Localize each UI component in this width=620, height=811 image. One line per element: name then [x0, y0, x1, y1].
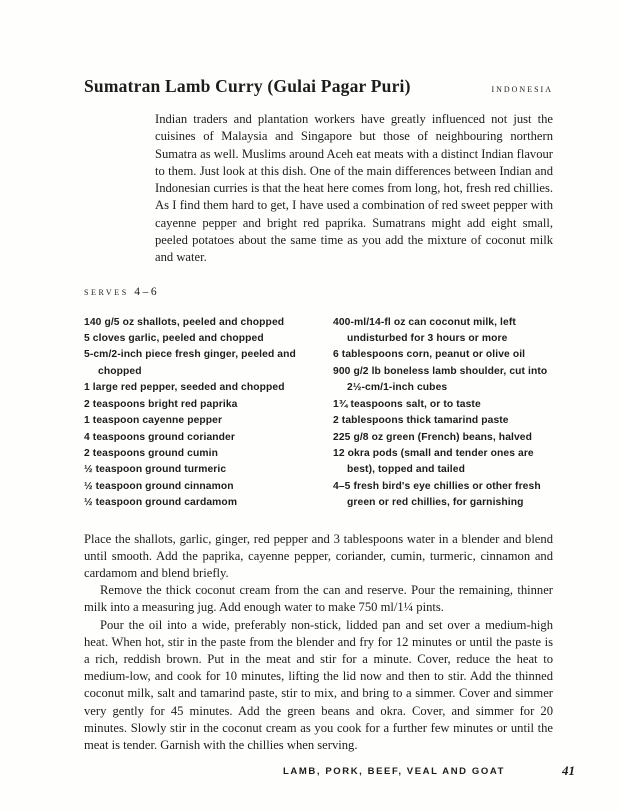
- ingredients-column-left: [84, 315, 333, 512]
- method-paragraph: Pour the oil into a wide, preferably non-stick, lidded pan and set over a medium-high heat. When hot, stir in the paste from the blender and fry for 12 minutes or until the paste is a rich, reddish brown. Put in the meat and stir for a minute. Cover, reduce the heat to medium-low, and cook for 10 minutes, lifting the lid now and then to stir. Add the thinned coconut milk, salt and tamarind paste, stir to mix, and bring to a simmer. Cover and simmer very gently for 45 minutes. Add the green beans and okra. Cover, and simmer for 20 minutes. Slowly stir in the coconut cream as you cook for a further few minutes or until the meat is tender. Garnish with the chillies when serving.: [84, 617, 553, 752]
- ingredient-item: 225 g/8 oz green (French) beans, halved: [333, 431, 533, 443]
- ingredient-item: 900 g/2 lb boneless lamb shoulder, cut into 2½-cm/1-inch cubes: [333, 365, 548, 394]
- ingredient-item: 5 cloves garlic, peeled and chopped: [84, 333, 264, 345]
- ingredients-section: [84, 315, 553, 512]
- ingredient-item: ½ teaspoon ground cardamom: [84, 497, 238, 509]
- method-section: [84, 531, 553, 755]
- country-label: indonesia: [491, 81, 553, 95]
- page-number: 41: [562, 763, 575, 778]
- ingredient-item: 1 teaspoon cayenne pepper: [84, 415, 223, 427]
- ingredient-item: ½ teaspoon ground turmeric: [84, 464, 227, 476]
- ingredients-column-right: [333, 315, 553, 512]
- page-content: [84, 76, 553, 754]
- ingredient-item: 5-cm/2-inch piece fresh ginger, peeled and chopped: [84, 349, 296, 377]
- ingredient-item: 2 teaspoons ground cumin: [84, 447, 218, 459]
- ingredient-item: 4 teaspoons ground coriander: [84, 431, 235, 443]
- ingredient-item: 140 g/5 oz shallots, peeled and chopped: [84, 316, 285, 328]
- ingredient-item: 400-ml/14-fl oz can coconut milk, left undisturbed for 3 hours or more: [333, 316, 516, 345]
- method-paragraph: Place the shallots, garlic, ginger, red pepper and 3 tablespoons water in a blender and blend until smooth. Add the paprika, cayenne pepper, coriander, cumin, turmeric, cinnamon and cardamom and blend briefly.: [84, 531, 553, 580]
- ingredient-item: 1¾ teaspoons salt, or to taste: [333, 398, 481, 410]
- recipe-introduction: Indian traders and plantation workers have greatly influenced not just the cuisines of Malaysia and Singapore but those of neighbouring northern Sumatra as well. Muslims around Aceh eat meats with a distinct Indian flavour to them. Just look at this dish. One of the main differences between Indian and Indonesian curries is that the heat here comes from long, hot, fresh red chillies. As I find them hard to get, I have used a combination of red sweet pepper with cayenne pepper and bright red paprika. Sumatrans might add eight small, peeled potatoes about the same time as you add the mixture of coconut milk and water.: [155, 112, 553, 265]
- method-paragraph: Remove the thick coconut cream from the can and reserve. Pour the remaining, thinner milk into a measuring jug. Add enough water to make 750 ml/1¼ pints.: [84, 583, 553, 615]
- recipe-title: Sumatran Lamb Curry (Gulai Pagar Puri): [84, 76, 411, 96]
- ingredient-item: ½ teaspoon ground cinnamon: [84, 480, 234, 492]
- ingredient-item: 1 large red pepper, seeded and chopped: [84, 382, 285, 394]
- ingredient-item: 2 tablespoons thick tamarind paste: [333, 415, 509, 427]
- ingredient-item: 2 teaspoons bright red paprika: [84, 398, 238, 410]
- chapter-running-foot: LAMB, PORK, BEEF, VEAL AND GOAT: [283, 766, 506, 777]
- recipe-header: [84, 76, 553, 97]
- ingredient-item: 12 okra pods (small and tender ones are best), topped and tailed: [333, 447, 534, 476]
- ingredient-item: 4–5 fresh bird's eye chillies or other fresh green or red chillies, for garnishing: [333, 480, 541, 509]
- serves-line: serves 4–6: [84, 285, 160, 298]
- ingredient-item: 6 tablespoons corn, peanut or olive oil: [333, 349, 526, 361]
